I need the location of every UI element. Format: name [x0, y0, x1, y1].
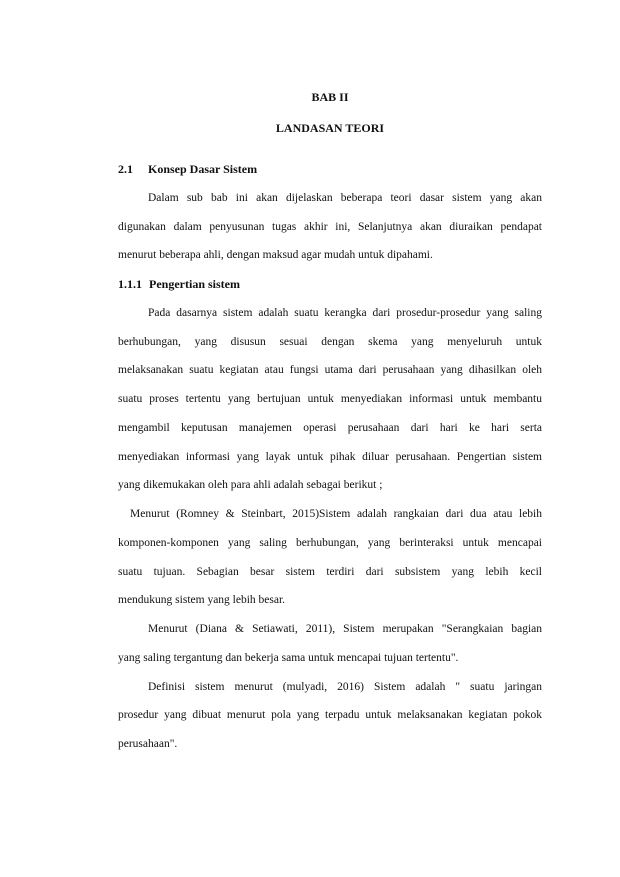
paragraph-line: menyediakan informasi yang layak untuk pihak diluar perusahaan. Pengertian sistem [118, 451, 542, 463]
paragraph-line: Menurut (Romney & Steinbart, 2015)Sistem adalah rangkaian dari dua atau lebih [130, 508, 542, 520]
paragraph-line: perusahaan". [118, 738, 178, 750]
paragraph-line: komponen-komponen yang saling berhubungan, yang berinteraksi untuk mencapai [118, 537, 542, 549]
paragraph-line: digunakan dalam penyusunan tugas akhir ini, Selanjutnya akan diuraikan pendapat [118, 221, 542, 233]
section-number: 2.1 [118, 162, 133, 176]
paragraph-line: Dalam sub bab ini akan dijelaskan beberapa teori dasar sistem yang akan [148, 192, 542, 204]
paragraph-line: melaksanakan suatu kegiatan atau fungsi utama dari perusahaan yang dihasilkan oleh [118, 364, 542, 376]
chapter-number: BAB II [311, 90, 349, 104]
paragraph-line: menurut beberapa ahli, dengan maksud agar mudah untuk dipahami. [118, 249, 433, 261]
section-title: Pengertian sistem [149, 277, 240, 291]
paragraph-line: Definisi sistem menurut (mulyadi, 2016) Sistem adalah " suatu jaringan [148, 681, 542, 693]
paragraph-line: berhubungan, yang disusun sesuai dengan skema yang menyeluruh untuk [118, 336, 542, 348]
paragraph-line: yang saling tergantung dan bekerja sama untuk mencapai tujuan tertentu". [118, 652, 459, 664]
paragraph-line: Menurut (Diana & Setiawati, 2011), Sistem merupakan "Serangkaian bagian [148, 623, 542, 635]
section-title: Konsep Dasar Sistem [148, 162, 258, 176]
section-heading-2-1 [118, 162, 257, 177]
chapter-title: LANDASAN TEORI [275, 121, 385, 135]
paragraph-line: suatu proses tertentu yang bertujuan untuk menyediakan informasi untuk membantu [118, 393, 542, 405]
section-number: 1.1.1 [118, 277, 142, 291]
paragraph-line: yang dikemukakan oleh para ahli adalah sebagai berikut ; [118, 479, 383, 491]
paragraph-line: mengambil keputusan manajemen operasi perusahaan dari hari ke hari serta [118, 422, 542, 434]
paragraph-line: mendukung sistem yang lebih besar. [118, 594, 286, 606]
paragraph-line: suatu tujuan. Sebagian besar sistem terdiri dari subsistem yang lebih kecil [118, 566, 542, 578]
section-heading-1-1-1 [118, 277, 240, 292]
paragraph-line: Pada dasarnya sistem adalah suatu kerangka dari prosedur-prosedur yang saling [148, 307, 542, 319]
paragraph-line: prosedur yang dibuat menurut pola yang terpadu untuk melaksanakan kegiatan pokok [118, 709, 542, 721]
